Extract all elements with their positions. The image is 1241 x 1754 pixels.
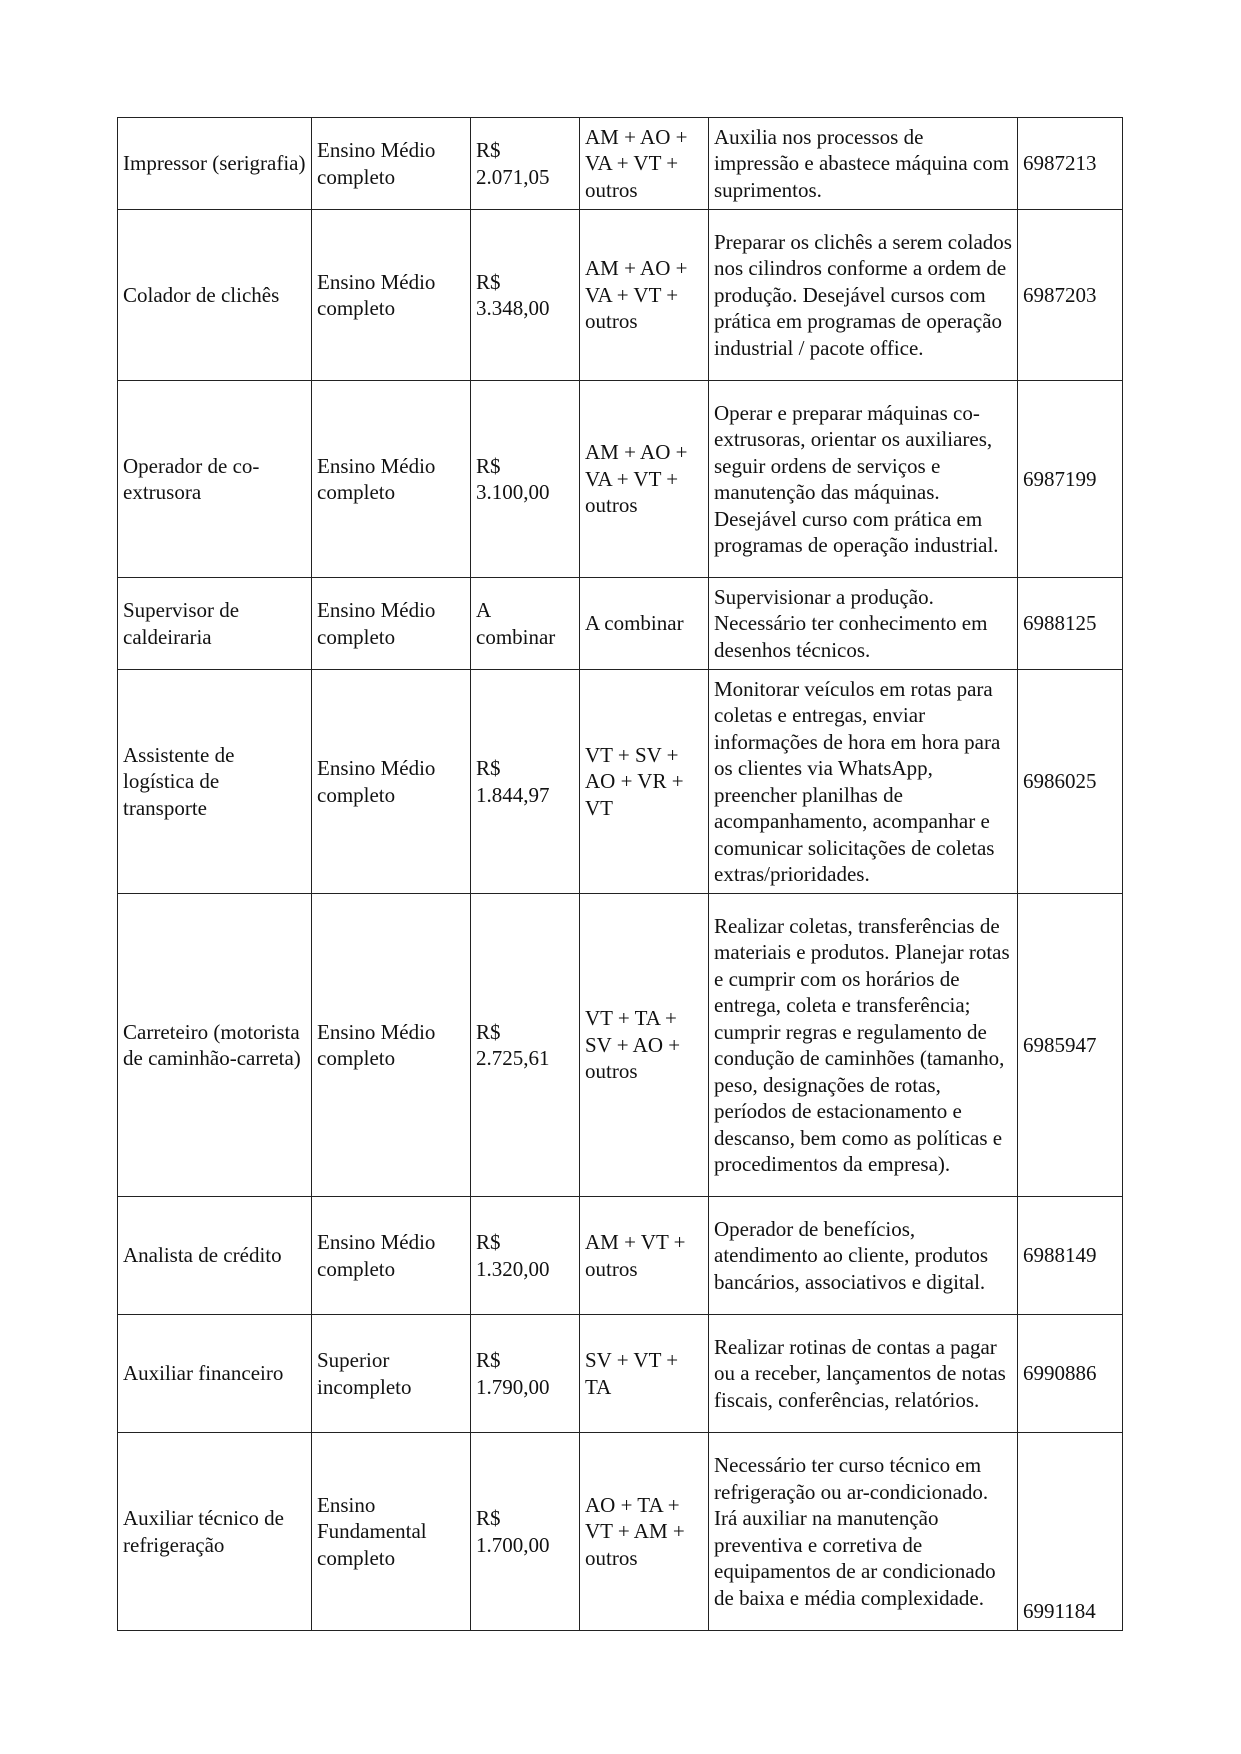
salary-cell: A combinar (471, 578, 580, 670)
table-row (118, 1433, 1123, 1631)
vacancy-code-cell: 6988149 (1018, 1197, 1123, 1315)
salary-cell: R$ 1.320,00 (471, 1197, 580, 1315)
table-row (118, 1315, 1123, 1433)
education-cell: Ensino Médio completo (312, 381, 471, 578)
benefits-cell: AO + TA + VT + AM + outros (580, 1433, 709, 1631)
job-title-cell: Impressor (serigrafia) (118, 118, 312, 210)
benefits-cell: AM + AO + VA + VT + outros (580, 118, 709, 210)
salary-cell: R$ 2.725,61 (471, 894, 580, 1197)
benefits-cell: AM + AO + VA + VT + outros (580, 210, 709, 381)
education-cell: Ensino Médio completo (312, 118, 471, 210)
table-row (118, 1197, 1123, 1315)
salary-cell: R$ 1.700,00 (471, 1433, 580, 1631)
salary-cell: R$ 1.790,00 (471, 1315, 580, 1433)
job-title-cell: Auxiliar financeiro (118, 1315, 312, 1433)
education-cell: Ensino Médio completo (312, 1197, 471, 1315)
description-cell: Operar e preparar máquinas co-extrusoras, orientar os auxiliares, seguir ordens de serviços e manutenção das máquinas. Desejável curso com prática em programas de operação industrial. (709, 381, 1018, 578)
description-cell: Operador de benefícios, atendimento ao cliente, produtos bancários, associativos e digital. (709, 1197, 1018, 1315)
table-row (118, 210, 1123, 381)
education-cell: Ensino Médio completo (312, 578, 471, 670)
description-cell: Monitorar veículos em rotas para coletas e entregas, enviar informações de hora em hora para os clientes via WhatsApp, preencher planilhas de acompanhamento, acompanhar e comunicar solicitações de coletas extras/prioridades. (709, 670, 1018, 894)
description-cell: Realizar coletas, transferências de materiais e produtos. Planejar rotas e cumprir com os horários de entrega, coleta e transferência; cumprir regras e regulamento de condução de caminhões (tamanho, peso, designações de rotas, períodos de estacionamento e descanso, bem como as políticas e procedimentos da empresa). (709, 894, 1018, 1197)
benefits-cell: A combinar (580, 578, 709, 670)
salary-cell: R$ 3.348,00 (471, 210, 580, 381)
table-row (118, 578, 1123, 670)
description-cell: Necessário ter curso técnico em refrigeração ou ar-condicionado. Irá auxiliar na manutenção preventiva e corretiva de equipamentos de ar condicionado de baixa e média complexidade. (709, 1433, 1018, 1631)
table-row (118, 118, 1123, 210)
benefits-cell: AM + VT + outros (580, 1197, 709, 1315)
vacancy-code-cell: 6987213 (1018, 118, 1123, 210)
vacancy-code-cell: 6986025 (1018, 670, 1123, 894)
education-cell: Ensino Médio completo (312, 670, 471, 894)
vacancy-code-cell: 6990886 (1018, 1315, 1123, 1433)
job-title-cell: Assistente de logística de transporte (118, 670, 312, 894)
salary-cell: R$ 3.100,00 (471, 381, 580, 578)
description-cell: Auxilia nos processos de impressão e abastece máquina com suprimentos. (709, 118, 1018, 210)
job-title-cell: Auxiliar técnico de refrigeração (118, 1433, 312, 1631)
table-row (118, 381, 1123, 578)
salary-cell: R$ 1.844,97 (471, 670, 580, 894)
education-cell: Ensino Médio completo (312, 210, 471, 381)
description-cell: Preparar os clichês a serem colados nos cilindros conforme a ordem de produção. Desejável cursos com prática em programas de operação industrial / pacote office. (709, 210, 1018, 381)
benefits-cell: VT + SV + AO + VR + VT (580, 670, 709, 894)
job-title-cell: Operador de co-extrusora (118, 381, 312, 578)
job-title-cell: Analista de crédito (118, 1197, 312, 1315)
vacancy-code-cell: 6987203 (1018, 210, 1123, 381)
job-vacancies-table (117, 117, 1123, 1631)
vacancy-code-cell: 6991184 (1018, 1433, 1123, 1631)
job-title-cell: Supervisor de caldeiraria (118, 578, 312, 670)
job-title-cell: Carreteiro (motorista de caminhão-carreta) (118, 894, 312, 1197)
salary-cell: R$ 2.071,05 (471, 118, 580, 210)
vacancy-code-cell: 6985947 (1018, 894, 1123, 1197)
benefits-cell: VT + TA + SV + AO + outros (580, 894, 709, 1197)
job-title-cell: Colador de clichês (118, 210, 312, 381)
description-cell: Supervisionar a produção. Necessário ter conhecimento em desenhos técnicos. (709, 578, 1018, 670)
education-cell: Ensino Fundamental completo (312, 1433, 471, 1631)
benefits-cell: AM + AO + VA + VT + outros (580, 381, 709, 578)
benefits-cell: SV + VT + TA (580, 1315, 709, 1433)
vacancy-code-cell: 6987199 (1018, 381, 1123, 578)
education-cell: Ensino Médio completo (312, 894, 471, 1197)
table-row (118, 894, 1123, 1197)
vacancy-code-cell: 6988125 (1018, 578, 1123, 670)
education-cell: Superior incompleto (312, 1315, 471, 1433)
table-row (118, 670, 1123, 894)
description-cell: Realizar rotinas de contas a pagar ou a receber, lançamentos de notas fiscais, conferências, relatórios. (709, 1315, 1018, 1433)
